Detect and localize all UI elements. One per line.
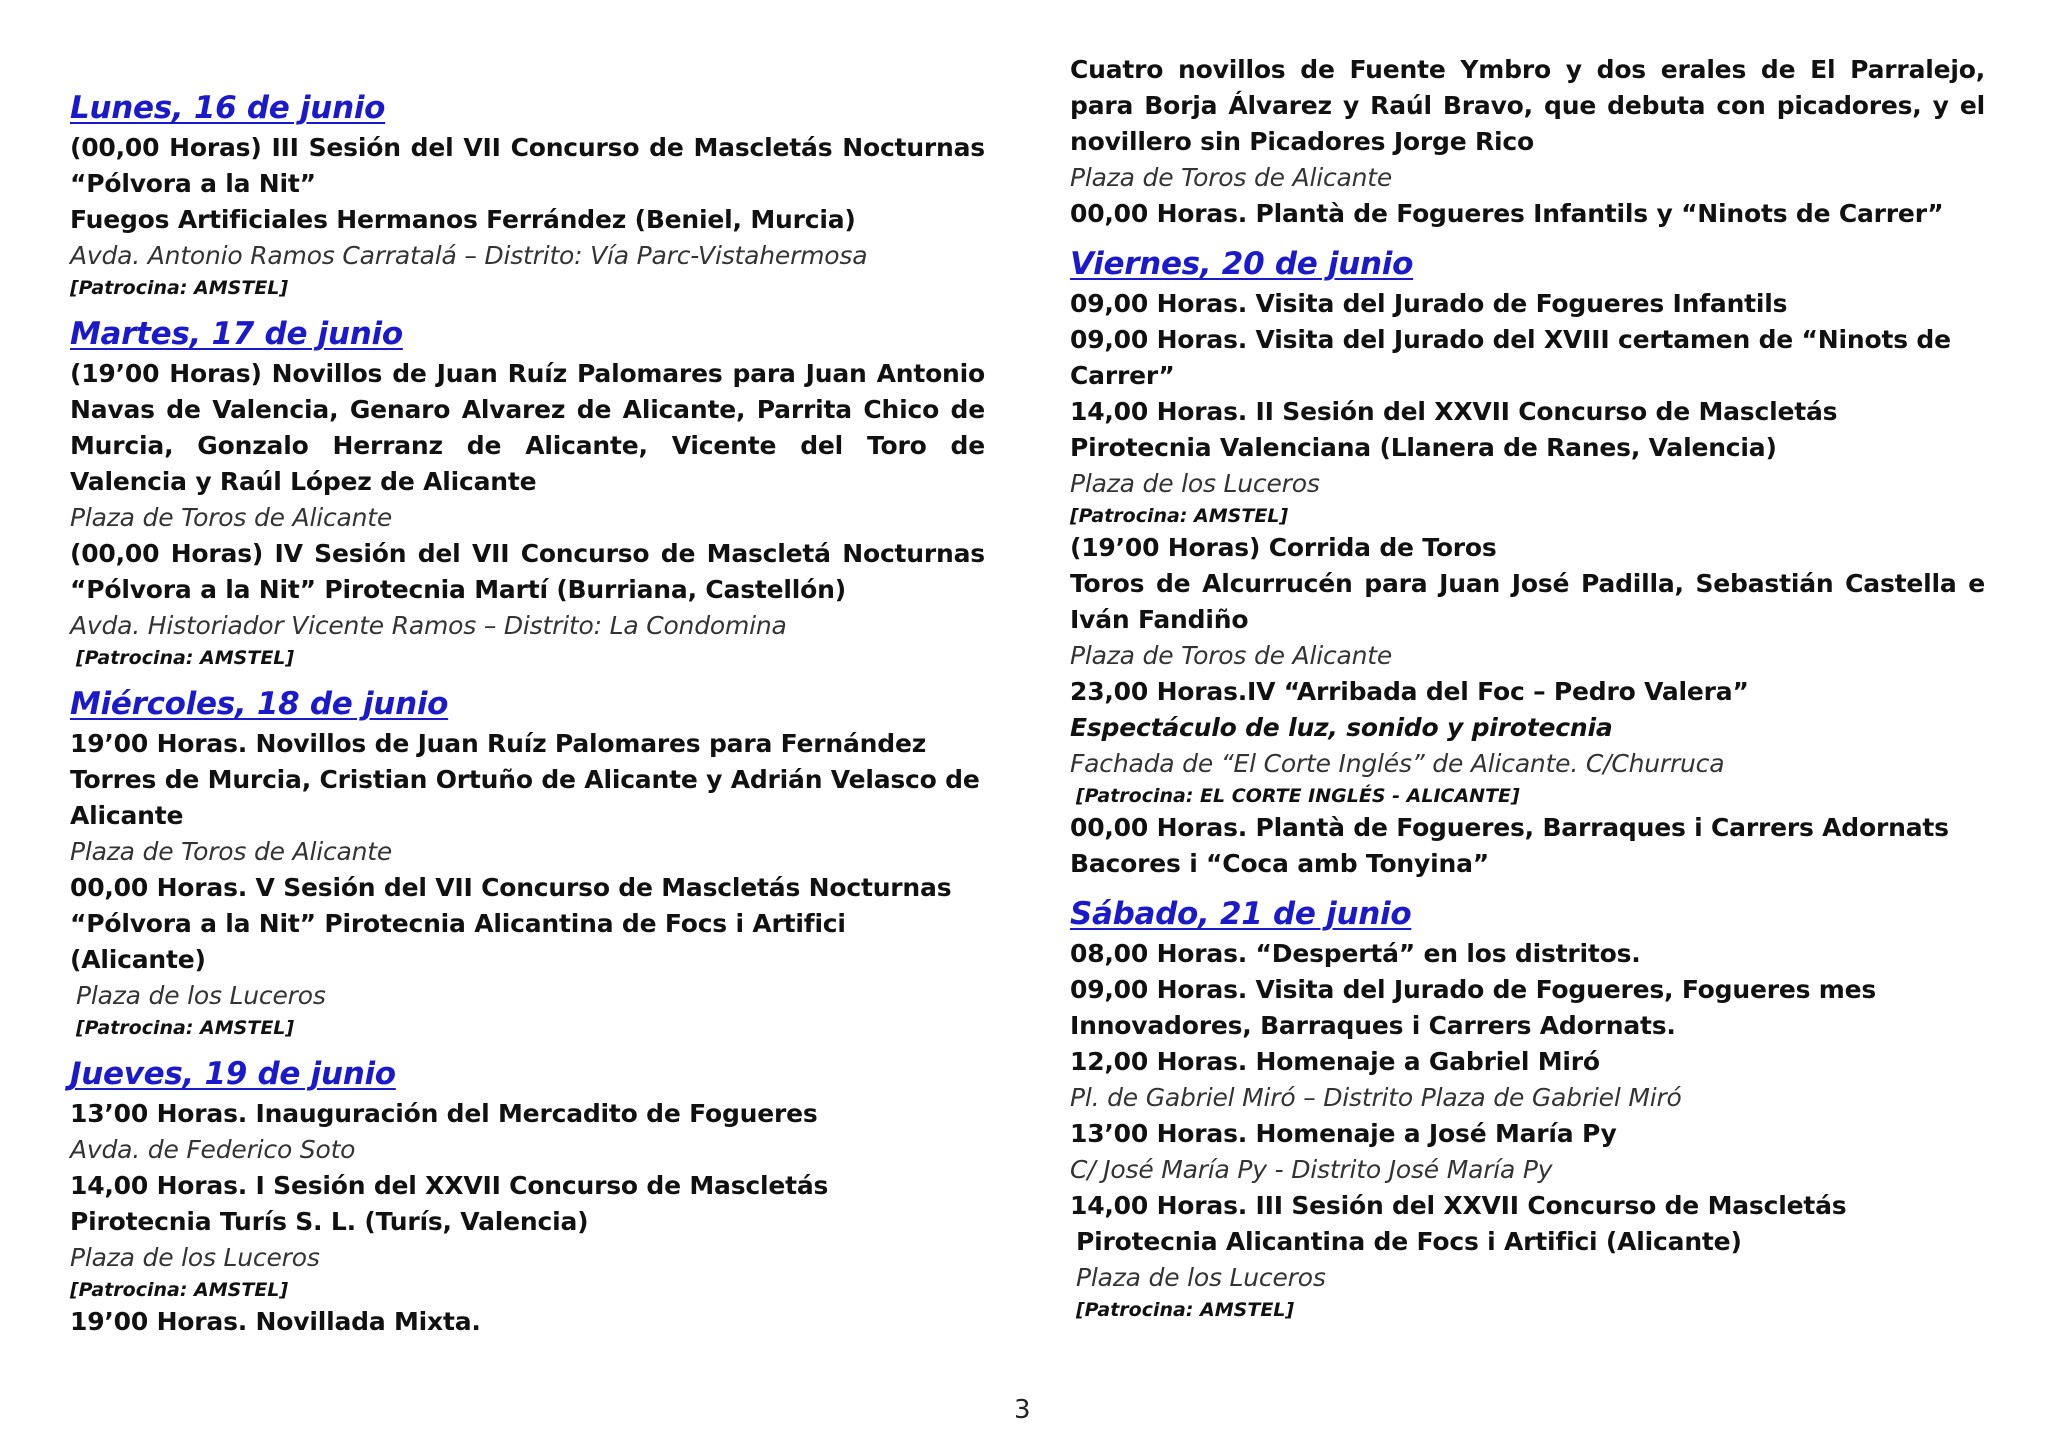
event-location: Fachada de “El Corte Inglés” de Alicante. C/Churruca	[1070, 749, 1725, 778]
event-description: 19’00 Horas. Novillada Mixta.	[70, 1307, 481, 1336]
event-description: (19’00 Horas) Corrida de Toros	[1070, 533, 1497, 562]
day-heading: Miércoles, 18 de junio	[70, 686, 449, 722]
event-description: Cuatro novillos de Fuente Ymbro y dos erales de El Parralejo, para Borja Álvarez y Raúl Bravo, que debuta con picadores, y el novillero sin Picadores Jorge Rico	[1070, 55, 1985, 156]
event-description: 13’00 Horas. Inauguración del Mercadito de Fogueres	[70, 1099, 818, 1128]
event-description: 12,00 Horas. Homenaje a Gabriel Miró	[1070, 1047, 1600, 1076]
sponsor-note: [Patrocina: AMSTEL]	[1076, 1299, 1295, 1321]
day-heading: Martes, 17 de junio	[70, 316, 403, 352]
day-section-lunes-16-de-junio	[70, 88, 985, 302]
event-location: Plaza de Toros de Alicante	[1070, 641, 1393, 670]
event-description: 14,00 Horas. II Sesión del XXVII Concurso de Mascletás	[1070, 397, 1838, 426]
event-description: 00,00 Horas. Plantà de Fogueres Infantils y “Ninots de Carrer”	[1070, 199, 1944, 228]
page-number: 3	[1014, 1395, 1031, 1425]
day-section-miercoles-18-de-junio	[70, 684, 985, 1042]
event-subtitle: Espectáculo de luz, sonido y pirotecnia	[1070, 713, 1613, 742]
event-description: 09,00 Horas. Visita del Jurado de Fogueres, Fogueres mes Innovadores, Barraques i Carrers Adornats.	[1070, 975, 1877, 1040]
event-location: Plaza de los Luceros	[70, 1243, 320, 1272]
sponsor-note: [Patrocina: AMSTEL]	[70, 1279, 289, 1301]
event-description: 14,00 Horas. I Sesión del XXVII Concurso de Mascletás	[70, 1171, 829, 1200]
event-location: Plaza de los Luceros	[76, 981, 326, 1010]
event-location: C/ José María Py - Distrito José María Py	[1070, 1155, 1553, 1184]
day-section-continued	[1070, 52, 1985, 232]
sponsor-note: [Patrocina: AMSTEL]	[70, 277, 289, 299]
event-location: Pl. de Gabriel Miró – Distrito Plaza de Gabriel Miró	[1070, 1083, 1682, 1112]
event-location: Plaza de los Luceros	[1070, 469, 1320, 498]
sponsor-note: [Patrocina: AMSTEL]	[76, 1017, 295, 1039]
event-description: 00,00 Horas. Plantà de Fogueres, Barraques i Carrers Adornats Bacores i “Coca amb Tonyina”	[1070, 813, 1949, 878]
right-column	[1070, 52, 1985, 1324]
event-description: 23,00 Horas.IV “Arribada del Foc – Pedro Valera”	[1070, 677, 1749, 706]
event-description: Pirotecnia Valenciana (Llanera de Ranes, Valencia)	[1070, 433, 1777, 462]
event-location: Avda. Antonio Ramos Carratalá – Distrito: Vía Parc-Vistahermosa	[70, 241, 868, 270]
event-location: Plaza de Toros de Alicante	[1070, 163, 1393, 192]
sponsor-note: [Patrocina: AMSTEL]	[1070, 505, 1289, 527]
event-description: 09,00 Horas. Visita del Jurado de Fogueres Infantils	[1070, 289, 1788, 318]
event-description: 19’00 Horas. Novillos de Juan Ruíz Palomares para Fernández Torres de Murcia, Cristian Ortuño de Alicante y Adrián Velasco de Alicante	[70, 729, 980, 830]
day-section-sabado-21-de-junio	[1070, 894, 1985, 1324]
day-heading: Jueves, 19 de junio	[70, 1056, 396, 1092]
event-description: Toros de Alcurrucén para Juan José Padilla, Sebastián Castella e Iván Fandiño	[1070, 569, 1985, 634]
day-heading: Lunes, 16 de junio	[70, 90, 386, 126]
event-description: 13’00 Horas. Homenaje a José María Py	[1070, 1119, 1617, 1148]
event-location: Avda. de Federico Soto	[70, 1135, 356, 1164]
day-section-martes-17-de-junio	[70, 314, 985, 672]
event-description: Pirotecnia Turís S. L. (Turís, Valencia)	[70, 1207, 589, 1236]
left-column	[70, 88, 985, 1340]
event-location: Avda. Historiador Vicente Ramos – Distrito: La Condomina	[70, 611, 787, 640]
day-section-viernes-20-de-junio	[1070, 244, 1985, 882]
event-location: Plaza de Toros de Alicante	[70, 837, 393, 866]
event-description: 09,00 Horas. Visita del Jurado del XVIII certamen de “Ninots de Carrer”	[1070, 325, 1951, 390]
sponsor-note: [Patrocina: AMSTEL]	[76, 647, 295, 669]
event-description: 00,00 Horas. V Sesión del VII Concurso de Mascletás Nocturnas “Pólvora a la Nit” Pirotecnia Alicantina de Focs i Artifici (Alicante)	[70, 873, 952, 974]
sponsor-note: [Patrocina: EL CORTE INGLÉS - ALICANTE]	[1076, 785, 1520, 807]
event-description: (00,00 Horas) III Sesión del VII Concurso de Mascletás Nocturnas “Pólvora a la Nit”	[70, 133, 985, 198]
event-location: Plaza de los Luceros	[1076, 1263, 1326, 1292]
day-heading: Sábado, 21 de junio	[1070, 896, 1412, 932]
event-description: 08,00 Horas. “Despertá” en los distritos.	[1070, 939, 1641, 968]
day-heading: Viernes, 20 de junio	[1070, 246, 1414, 282]
event-description: Pirotecnia Alicantina de Focs i Artifici (Alicante)	[1076, 1227, 1742, 1256]
event-description: Fuegos Artificiales Hermanos Ferrández (Beniel, Murcia)	[70, 205, 856, 234]
event-description: 14,00 Horas. III Sesión del XXVII Concurso de Mascletás	[1070, 1191, 1847, 1220]
event-location: Plaza de Toros de Alicante	[70, 503, 393, 532]
event-description: (19’00 Horas) Novillos de Juan Ruíz Palomares para Juan Antonio Navas de Valencia, Genaro Alvarez de Alicante, Parrita Chico de Murcia, Gonzalo Herranz de Alicante, Vicente del Toro de Valencia y Raúl López de Alicante	[70, 359, 985, 496]
event-description: (00,00 Horas) IV Sesión del VII Concurso de Mascletá Nocturnas “Pólvora a la Nit” Pirotecnia Martí (Burriana, Castellón)	[70, 539, 985, 604]
day-section-jueves-19-de-junio	[70, 1054, 985, 1340]
